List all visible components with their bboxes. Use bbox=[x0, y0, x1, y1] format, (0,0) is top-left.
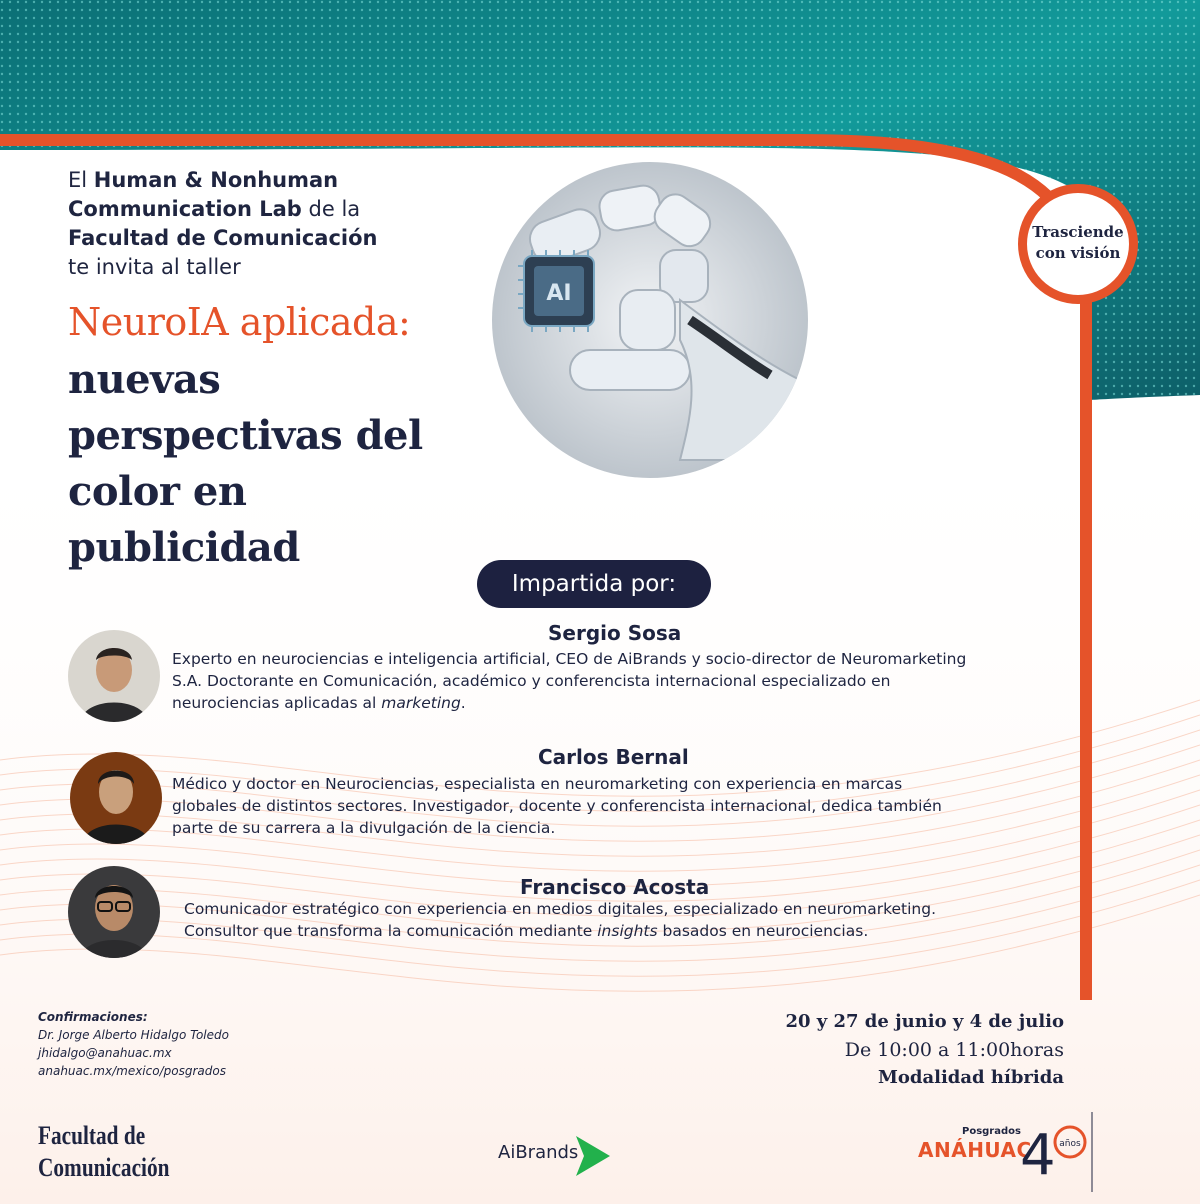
bio3-line2-a: Consultor que transforma la comunicación mediante bbox=[184, 922, 598, 940]
schedule-dates: 20 y 27 de junio y 4 de julio bbox=[785, 1011, 1064, 1032]
robot-hand-image bbox=[492, 162, 808, 478]
bio1-line3-end: . bbox=[460, 694, 466, 712]
faculty-logo-line1: Facultad de bbox=[38, 1121, 146, 1150]
seal-line2: con visión bbox=[1035, 244, 1121, 262]
title-line1: nuevas bbox=[68, 356, 221, 403]
speaker-name-2: Carlos Bernal bbox=[538, 745, 689, 769]
bio2-line3: parte de su carrera a la divulgación de la ciencia. bbox=[172, 819, 556, 837]
intro-text bbox=[68, 166, 488, 282]
faculty-logo-line2: Comunicación bbox=[38, 1153, 170, 1182]
avatar-carlos-bernal bbox=[70, 752, 162, 844]
intro-prefix: El bbox=[68, 168, 94, 192]
faculty-name: Facultad de Comunicación bbox=[68, 226, 378, 250]
bio1-line3 bbox=[172, 692, 966, 714]
schedule-time: De 10:00 a 11:00horas bbox=[844, 1039, 1064, 1061]
lab-name-line1: Human & Nonhuman bbox=[93, 168, 339, 192]
title-line2: perspectivas del bbox=[68, 412, 423, 459]
schedule bbox=[785, 1008, 1064, 1092]
bio3-line2-end: basados en neurociencias. bbox=[657, 922, 869, 940]
speakers-label: Impartida por: bbox=[477, 560, 711, 608]
anos-label: años bbox=[1059, 1139, 1081, 1149]
intro-mid: de la bbox=[301, 197, 361, 221]
aibrands-arrow-icon bbox=[574, 1134, 612, 1178]
aibrands-logo bbox=[498, 1130, 628, 1180]
title-accent: NeuroIA aplicada: bbox=[68, 300, 411, 344]
forty-mark bbox=[1018, 1112, 1108, 1192]
anahuac-posgrados: Posgrados bbox=[962, 1126, 1021, 1137]
bio2-line1: Médico y doctor en Neurociencias, especialista en neuromarketing con experiencia en marcas bbox=[172, 775, 903, 793]
speaker-name-1: Sergio Sosa bbox=[548, 621, 682, 645]
faculty-logo bbox=[38, 1120, 169, 1184]
intro-suffix: te invita al taller bbox=[68, 255, 241, 279]
lab-name-line2: Communication Lab bbox=[68, 197, 302, 221]
bio1-line3-a: neurociencias aplicadas al bbox=[172, 694, 382, 712]
bio3-line1: Comunicador estratégico con experiencia en medios digitales, especializado en neuromarketing. bbox=[184, 900, 936, 918]
confirm-heading: Confirmaciones: bbox=[38, 1010, 148, 1024]
anahuac-40-logo bbox=[918, 1110, 1108, 1194]
speaker-name-3: Francisco Acosta bbox=[520, 875, 710, 899]
title-line4: publicidad bbox=[68, 524, 300, 571]
bio3-line2-italic: insights bbox=[597, 922, 658, 940]
bio1-line1: Experto en neurociencias e inteligencia artificial, CEO de AiBrands y socio-director de Neuromarketing bbox=[172, 650, 967, 668]
confirmations bbox=[38, 1008, 229, 1080]
bio2-line2: globales de distintos sectores. Investigador, docente y conferencista internacional, dedica también bbox=[172, 797, 942, 815]
speaker-bio-2 bbox=[172, 773, 942, 839]
bio3-line2 bbox=[184, 920, 936, 942]
anahuac-brand: ANÁHUAC bbox=[918, 1138, 1032, 1162]
avatar-sergio-sosa bbox=[68, 630, 160, 722]
trasciende-seal bbox=[1018, 184, 1138, 304]
aibrands-text: AiBrands bbox=[498, 1142, 579, 1163]
avatar-francisco-acosta bbox=[68, 866, 160, 958]
confirm-contact: Dr. Jorge Alberto Hidalgo Toledo bbox=[38, 1028, 229, 1042]
bio1-line2: S.A. Doctorante en Comunicación, académico y conferencista internacional especializado en bbox=[172, 672, 891, 690]
title-main bbox=[68, 352, 428, 576]
speaker-bio-1 bbox=[172, 648, 966, 714]
speaker-bio-3 bbox=[184, 898, 936, 942]
bio1-line3-italic: marketing bbox=[381, 694, 461, 712]
forty-number: 4 bbox=[1020, 1123, 1056, 1188]
seal-line1: Trasciende bbox=[1032, 223, 1124, 241]
schedule-mode: Modalidad híbrida bbox=[877, 1067, 1064, 1088]
confirm-email[interactable]: jhidalgo@anahuac.mx bbox=[38, 1046, 172, 1060]
confirm-site[interactable]: anahuac.mx/mexico/posgrados bbox=[38, 1064, 226, 1078]
title-line3: color en bbox=[68, 468, 247, 515]
ai-chip-label: AI bbox=[546, 281, 572, 306]
